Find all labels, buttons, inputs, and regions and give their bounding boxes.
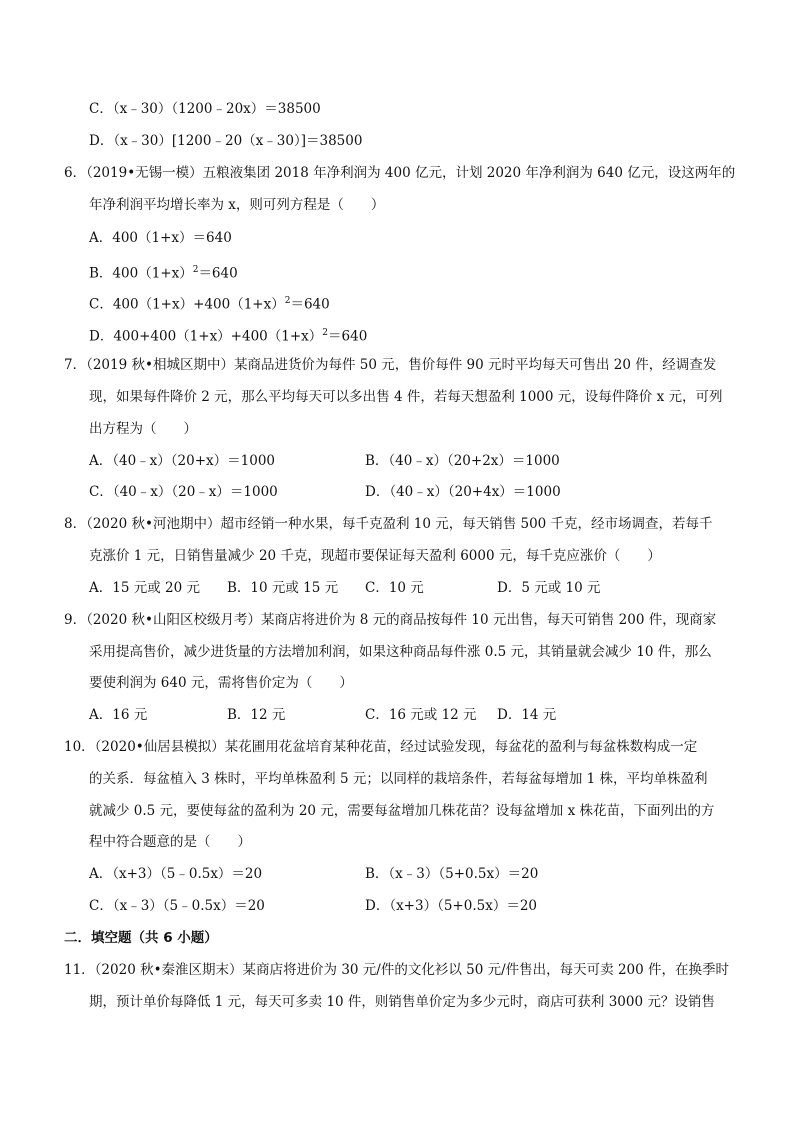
q7-option-a: A．（40﹣x）（20+x）＝1000: [89, 453, 276, 469]
q10-option-c: C．（x﹣3）（5﹣0.5x）＝20: [89, 898, 265, 914]
q6-stem-line1: 6．（2019•无锡一模）五粮液集团 2018 年净利润为 400 亿元，计划 2020 年净利润为 640 亿元，设这两年的: [64, 165, 736, 181]
q9-option-b: B．12 元: [227, 707, 286, 723]
q5-option-c: C．（x﹣30）（1200﹣20x）＝38500: [89, 101, 321, 117]
q6-stem-line2: 年净利润平均增长率为 x，则可列方程是（ ）: [89, 197, 385, 213]
q7-stem-line1: 7．（2019 秋•相城区期中）某商品进货价为每件 50 元，售价每件 90 元时平均每天可售出 20 件，经调查发: [64, 357, 717, 373]
q7-option-d: D．（40﹣x）（20+4x）＝1000: [365, 484, 561, 500]
q6-option-b-base: B．400（1+x）: [89, 265, 193, 282]
q11-stem-line1: 11．（2020 秋•秦淮区期末）某商店将进价为 30 元/件的文化衫以 50 元/件售出，每天可卖 200 件，在换季时: [64, 962, 730, 978]
q7-option-b: B．（40﹣x）（20+2x）＝1000: [365, 453, 560, 469]
q9-option-a: A．16 元: [89, 707, 148, 723]
q9-option-d: D．14 元: [497, 707, 557, 723]
q8-stem-line2: 克涨价 1 元，日销售量减少 20 千克，现超市要保证每天盈利 6000 元，每千克应涨价（ ）: [89, 548, 661, 564]
q7-stem-line3: 出方程为（ ）: [89, 421, 197, 437]
q6-option-b-exponent: 2: [192, 265, 199, 275]
q8-option-c: C．10 元: [365, 580, 424, 596]
q6-option-d-base: D．400+400（1+x）+400（1+x）: [89, 328, 323, 345]
q6-option-c-base: C．400（1+x）+400（1+x）: [89, 296, 285, 313]
q10-stem-line2: 的关系．每盆植入 3 株时，平均单株盈利 5 元；以同样的栽培条件，若每盆每增加 1 株，平均单株盈利: [89, 771, 708, 787]
q6-option-c-rhs: ＝640: [290, 296, 330, 313]
q8-stem-line1: 8．（2020 秋•河池期中）超市经销一种水果，每千克盈利 10 元，每天销售 500 千克，经市场调查，若每千: [64, 516, 713, 532]
q9-stem-line2: 采用提高售价，减少进货量的方法增加利润，如果这种商品每件涨 0.5 元，其销量就会减少 10 件，那么: [89, 644, 712, 660]
section-heading-fill-in: 二．填空题（共 6 小题）: [64, 930, 218, 946]
q10-stem-line3: 就减少 0.5 元，要使每盆的盈利为 20 元，需要每盆增加几株花苗？设每盆增加 x 株花苗，下面列出的方: [89, 803, 715, 819]
q8-option-d: D．5 元或 10 元: [497, 580, 601, 596]
q11-stem-line2: 期，预计单价每降低 1 元，每天可多卖 10 件，则销售单价定为多少元时，商店可获利 3000 元？设销售: [89, 994, 715, 1010]
q6-option-d-rhs: ＝640: [328, 328, 368, 345]
q10-option-b: B．（x﹣3）（5+0.5x）＝20: [365, 866, 539, 882]
q6-option-b-rhs: ＝640: [198, 265, 238, 282]
q9-option-c: C．16 元或 12 元: [365, 707, 477, 723]
q10-stem-line1: 10．（2020•仙居县模拟）某花圃用花盆培育某种花苗，经过试验发现，每盆花的盈利与每盆株数构成一定: [64, 739, 698, 755]
q8-option-a: A．15 元或 20 元: [89, 580, 200, 596]
q6-option-d-exponent: 2: [322, 328, 329, 338]
q7-option-c: C．（40﹣x）（20﹣x）＝1000: [89, 484, 278, 500]
q10-option-a: A．（x+3）（5﹣0.5x）＝20: [89, 866, 263, 882]
q5-option-d: D．（x﹣30）[1200﹣20（x﹣30）]＝38500: [89, 133, 363, 149]
q10-stem-line4: 程中符合题意的是（ ）: [89, 834, 251, 850]
q8-option-b: B．10 元或 15 元: [227, 580, 339, 596]
q9-stem-line3: 要使利润为 640 元，需将售价定为（ ）: [89, 675, 353, 691]
q6-option-a: A．400（1+x）＝640: [89, 230, 232, 246]
q6-option-c-exponent: 2: [284, 296, 291, 306]
q7-stem-line2: 现，如果每件降价 2 元，那么平均每天可以多出售 4 件，若每天想盈利 1000 元，设每件降价 x 元，可列: [89, 389, 723, 405]
q6-option-c: [89, 291, 330, 315]
q10-option-d: D．（x+3）（5+0.5x）＝20: [365, 898, 537, 914]
q9-stem-line1: 9．（2020 秋•山阳区校级月考）某商店将进价为 8 元的商品按每件 10 元出售，每天可销售 200 件，现商家: [64, 612, 717, 628]
q6-option-d: [89, 323, 367, 347]
q6-option-b: [89, 260, 238, 284]
